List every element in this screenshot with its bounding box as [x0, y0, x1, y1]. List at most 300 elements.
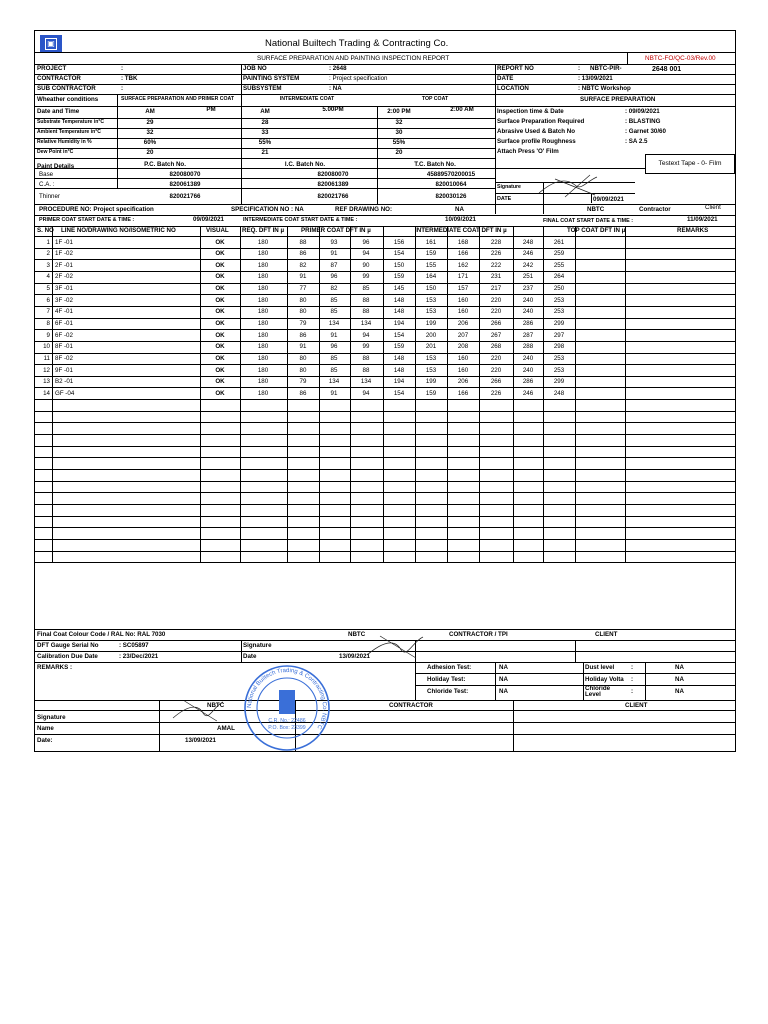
test-value: NA — [499, 676, 508, 683]
row-line-no: B2 -01 — [55, 378, 74, 386]
row-inter-dft: 156 — [393, 238, 405, 246]
row-top-dft: 259 — [553, 250, 565, 258]
grid-line — [35, 629, 735, 630]
row-inter-dft: 159 — [425, 250, 437, 258]
grid-line — [35, 399, 735, 400]
reportno-value: 2648 001 — [652, 66, 682, 73]
row-primer-dft: 87 — [330, 261, 338, 269]
row-inter-dft: 154 — [393, 389, 405, 397]
contractor-label: CONTRACTOR — [37, 75, 81, 82]
row-req-dft: 180 — [257, 343, 269, 351]
grid-line — [35, 710, 735, 711]
row-req-dft: 180 — [257, 320, 269, 328]
row-sno: 5 — [46, 285, 50, 293]
row-sno: 1 — [46, 238, 50, 246]
grid-line — [35, 434, 735, 435]
weather-label: Wheather conditions — [37, 96, 99, 103]
test-value: NA — [499, 664, 508, 671]
row-primer-dft: 88 — [362, 308, 370, 316]
bottom-client: CLIENT — [625, 702, 648, 709]
bottom-name-value: AMAL — [217, 725, 235, 732]
row-primer-dft: 85 — [330, 366, 338, 374]
stamp-cr: C.R. No.: 22486 — [268, 718, 306, 724]
row-req-dft: 180 — [257, 355, 269, 362]
jobno-value: : 2648 — [329, 65, 347, 72]
grid-line — [575, 226, 576, 562]
row-inter-dft: 207 — [457, 331, 469, 339]
grid-line — [645, 662, 646, 700]
project-value: : — [121, 65, 124, 72]
primer-start-label: PRIMER COAT START DATE & TIME : — [39, 217, 135, 223]
row-top-dft: 240 — [522, 296, 534, 304]
row-inter-dft: 161 — [425, 238, 437, 246]
row-visual: OK — [215, 343, 225, 351]
footer-client: CLIENT — [595, 631, 618, 638]
ref-drawing-no: REF DRAWING NO: — [335, 206, 393, 213]
painting-system-label: PAINTING SYSTEM — [243, 75, 300, 82]
grid-line — [35, 562, 735, 563]
row-inter-dft: 206 — [457, 378, 469, 386]
grid-line — [35, 722, 735, 723]
final-start-label: FINAL COAT START DATE & TIME : — [543, 218, 634, 224]
paint-ic-value: 820021766 — [317, 193, 349, 200]
grid-line — [415, 662, 416, 700]
grid-line — [35, 353, 735, 354]
final-start-value: 11/09/2021 — [687, 216, 718, 223]
row-top-dft: 287 — [522, 331, 534, 339]
bottom-contractor: CONTRACTOR — [389, 702, 433, 709]
grid-line — [495, 662, 496, 700]
row-primer-dft: 86 — [299, 331, 307, 339]
weather-top-value: 32 — [395, 119, 403, 126]
row-line-no: 2F -02 — [55, 273, 73, 281]
grid-line — [35, 364, 735, 365]
row-primer-dft: 88 — [362, 296, 370, 304]
row-line-no: 3F -02 — [55, 296, 73, 304]
col-req-header: REQ. DFT IN µ — [242, 227, 285, 234]
row-req-dft: 180 — [257, 366, 269, 374]
grid-line — [35, 700, 735, 701]
row-top-dft: 299 — [553, 320, 565, 328]
weather-top-value: 20 — [395, 149, 403, 156]
row-inter-dft: 160 — [457, 308, 469, 316]
row-top-dft: 240 — [522, 355, 534, 362]
reportno-prefix: NBTC-PIR- — [590, 65, 622, 72]
row-inter-dft: 155 — [425, 261, 437, 269]
test-value: NA — [499, 688, 508, 695]
row-primer-dft: 80 — [299, 366, 307, 374]
weather-primer-value: 29 — [146, 119, 154, 126]
row-inter-dft: 153 — [425, 308, 437, 316]
contractor-value: : TBK — [121, 75, 138, 82]
footer-signature-mark — [365, 633, 425, 661]
row-primer-dft: 134 — [360, 320, 372, 328]
col-sno-header: S. NO — [37, 227, 54, 234]
procedure-no: PROCEDURE NO: Project specification — [39, 206, 154, 213]
test2-value: NA — [675, 676, 684, 683]
stamp-ring-text: National Builtech Trading & Contracting Co. NBTC — [246, 667, 328, 731]
row-top-dft: 246 — [522, 389, 534, 397]
grid-line — [240, 226, 241, 562]
location-label: LOCATION — [497, 85, 529, 92]
row-visual: OK — [215, 250, 225, 258]
row-top-dft: 286 — [522, 378, 534, 386]
primer-start-value: 09/09/2021 — [193, 216, 224, 223]
prep-date-value: 09/09/2021 — [593, 196, 624, 203]
grid-line — [319, 226, 320, 562]
grid-line — [287, 226, 288, 562]
project-label: PROJECT — [37, 65, 67, 72]
row-top-dft: 298 — [553, 343, 565, 351]
paint-tc-value: 45889570200015 — [426, 171, 476, 178]
row-primer-dft: 94 — [362, 331, 370, 339]
grid-line — [447, 226, 448, 562]
row-top-dft: 264 — [553, 273, 565, 281]
row-visual: OK — [215, 331, 225, 339]
weather-inter-value: 33 — [261, 129, 269, 136]
row-inter-dft: 199 — [425, 378, 437, 386]
row-req-dft: 180 — [257, 250, 269, 258]
row-primer-dft: 79 — [299, 378, 307, 386]
row-primer-dft: 88 — [362, 355, 370, 362]
test-label: Holiday Test: — [427, 676, 466, 683]
weather-primer-value: 20 — [146, 149, 154, 156]
grid-line — [35, 504, 735, 505]
row-primer-dft: 91 — [299, 343, 307, 351]
row-inter-dft: 153 — [425, 355, 437, 362]
row-primer-dft: 77 — [299, 285, 307, 293]
row-req-dft: 180 — [257, 273, 269, 281]
inter-pm: 5.00PM — [322, 106, 344, 113]
weather-top-value: 55% — [392, 139, 406, 146]
row-line-no: 6F -02 — [55, 331, 73, 339]
prep-row-value: : Garnet 30/60 — [625, 128, 666, 135]
pc-batch-header: P.C. Batch No. — [144, 161, 186, 168]
weather-row-label: Relative Humidity in % — [37, 139, 92, 145]
prep-row-value: : 09/09/2021 — [625, 108, 660, 115]
company-stamp — [243, 664, 331, 752]
grid-line — [35, 662, 735, 663]
row-top-dft: 222 — [490, 261, 502, 269]
row-primer-dft: 94 — [362, 389, 370, 397]
col-top-header: TOP COAT DFT IN µ — [567, 227, 626, 234]
grid-line — [35, 248, 735, 249]
col-visual-header: VISUAL — [206, 227, 229, 234]
row-line-no: 8F -02 — [55, 355, 73, 362]
weather-inter-value: 55% — [258, 139, 272, 146]
row-line-no: 8F -01 — [55, 343, 73, 351]
row-line-no: 1F -02 — [55, 250, 73, 258]
row-inter-dft: 162 — [457, 261, 469, 269]
bottom-date-label: Date: — [37, 737, 53, 744]
logo-mark-icon: ▣ — [45, 38, 57, 50]
row-inter-dft: 159 — [393, 273, 405, 281]
company-logo — [40, 35, 62, 52]
row-top-dft: 250 — [553, 285, 565, 293]
row-sno: 11 — [43, 355, 50, 362]
grid-line — [35, 341, 735, 342]
weather-row-label: Substrate Temperature in°C — [37, 119, 105, 125]
prep-date-label: DATE — [497, 196, 512, 202]
row-req-dft: 180 — [257, 296, 269, 304]
row-top-dft: 288 — [522, 343, 534, 351]
row-inter-dft: 160 — [457, 366, 469, 374]
row-inter-dft: 159 — [393, 343, 405, 351]
surface-prep-title: SURFACE PREPARATION — [580, 96, 656, 103]
row-top-dft: 217 — [490, 285, 502, 293]
row-top-dft: 220 — [490, 308, 502, 316]
row-top-dft: 268 — [490, 343, 502, 351]
row-line-no: 9F -01 — [55, 366, 73, 374]
row-top-dft: 240 — [522, 366, 534, 374]
grid-line — [200, 226, 201, 562]
row-top-dft: 237 — [522, 285, 534, 293]
row-inter-dft: 160 — [457, 296, 469, 304]
row-inter-dft: 154 — [393, 250, 405, 258]
footer-date-label: Date — [243, 653, 257, 660]
footer-date-value: 13/09/2021 — [339, 653, 370, 660]
row-inter-dft: 166 — [457, 250, 469, 258]
row-inter-dft: 148 — [393, 296, 405, 304]
row-inter-dft: 150 — [425, 285, 437, 293]
bottom-signature-mark — [171, 698, 225, 724]
row-primer-dft: 96 — [330, 273, 338, 281]
specification-no: SPECIFICATION NO : NA — [231, 206, 304, 213]
paint-ic-value: 820080070 — [317, 171, 349, 178]
prep-row-label: Inspection time & Date — [497, 108, 564, 115]
company-title: National Builtech Trading & Contracting Co. — [265, 38, 449, 49]
final-colour-code: Final Coat Colour Code / RAL No: RAL 7030 — [37, 631, 166, 638]
grid-line — [415, 226, 416, 562]
row-primer-dft: 80 — [299, 308, 307, 316]
row-visual: OK — [215, 389, 225, 397]
paint-pc-value: 820021766 — [169, 193, 201, 200]
row-primer-dft: 80 — [299, 296, 307, 304]
row-primer-dft: 94 — [362, 250, 370, 258]
row-line-no: 3F -01 — [55, 285, 73, 293]
weather-surface-primer: SURFACE PREPARATION AND PRIMER COAT — [121, 96, 235, 102]
grid-line — [35, 236, 735, 237]
row-sno: 13 — [43, 378, 50, 386]
subcontractor-label: SUB CONTRACTOR — [37, 85, 96, 92]
weather-row-label: Ambient Temperature in°C — [37, 129, 101, 135]
row-top-dft: 267 — [490, 331, 502, 339]
row-top-dft: 261 — [553, 238, 565, 246]
grid-line — [583, 662, 584, 700]
row-top-dft: 226 — [490, 389, 502, 397]
row-primer-dft: 79 — [299, 320, 307, 328]
row-inter-dft: 199 — [425, 320, 437, 328]
paint-details-label: Paint Details — [37, 163, 75, 170]
subsystem-value: : NA — [329, 85, 342, 92]
row-visual: OK — [215, 378, 225, 386]
prep-row-label: Surface profile Roughness — [497, 138, 576, 145]
test2-label: Holiday Volta — [585, 676, 624, 683]
row-top-dft: 253 — [553, 355, 565, 362]
row-inter-dft: 166 — [457, 389, 469, 397]
col-inter-header: INTERMEDIATE COAT DFT IN µ — [415, 227, 507, 234]
grid-line — [35, 376, 735, 377]
grid-line — [35, 259, 735, 260]
paint-row-name: Thinner — [39, 193, 60, 200]
footer-nbtc: NBTC — [348, 631, 366, 638]
row-inter-dft: 194 — [393, 378, 405, 386]
dft-gauge-value: : SC05897 — [119, 642, 149, 649]
row-req-dft: 180 — [257, 261, 269, 269]
row-top-dft: 253 — [553, 308, 565, 316]
prep-row-label: Surface Preparation Required — [497, 118, 585, 125]
row-sno: 4 — [46, 273, 50, 281]
row-inter-dft: 194 — [393, 320, 405, 328]
paint-row-name: C.A. : — [39, 181, 55, 188]
reportno-colon: : — [578, 65, 581, 72]
painting-system-value: : Project specification — [329, 75, 388, 82]
ref-drawing-value: NA — [455, 206, 464, 213]
row-primer-dft: 99 — [362, 343, 370, 351]
row-inter-dft: 148 — [393, 308, 405, 316]
paint-pc-value: 820080070 — [169, 171, 201, 178]
grid-line — [35, 446, 735, 447]
row-visual: OK — [215, 238, 225, 246]
paint-tc-value: 820010064 — [435, 181, 467, 188]
prep-row-value: : BLASTING — [625, 118, 661, 125]
prep-signature-mark — [535, 171, 605, 201]
datetime-label: Date and Time — [37, 108, 80, 115]
row-primer-dft: 80 — [299, 355, 307, 362]
row-inter-dft: 159 — [425, 389, 437, 397]
prep-signature-label: Signature — [497, 184, 521, 190]
row-primer-dft: 91 — [330, 331, 338, 339]
grid-line — [35, 551, 735, 552]
row-top-dft: 220 — [490, 355, 502, 362]
row-visual: OK — [215, 296, 225, 304]
weather-intermediate: INTERMEDIATE COAT — [279, 96, 335, 102]
calibration-value: : 23/Dec/2021 — [119, 653, 159, 660]
row-primer-dft: 85 — [330, 308, 338, 316]
row-req-dft: 180 — [257, 308, 269, 316]
row-visual: OK — [215, 320, 225, 328]
row-sno: 8 — [46, 320, 50, 328]
row-primer-dft: 96 — [330, 343, 338, 351]
ic-batch-header: I.C. Batch No. — [284, 161, 326, 168]
grid-line — [35, 481, 735, 482]
row-inter-dft: 157 — [457, 285, 469, 293]
row-primer-dft: 85 — [330, 296, 338, 304]
prep-row-label: Attach Press 'O' Film — [497, 148, 559, 155]
dft-gauge-label: DFT Gauge Serial No — [37, 642, 99, 649]
grid-line — [35, 469, 735, 470]
grid-line — [415, 685, 735, 686]
row-visual: OK — [215, 308, 225, 316]
row-primer-dft: 91 — [330, 389, 338, 397]
primer-pm: PM — [206, 106, 216, 113]
grid-line — [35, 457, 735, 458]
grid-line — [35, 734, 735, 735]
row-primer-dft: 91 — [299, 273, 307, 281]
row-top-dft: 248 — [522, 238, 534, 246]
subsystem-label: SUBSYSTEM — [243, 85, 282, 92]
row-primer-dft: 86 — [299, 250, 307, 258]
row-top-dft: 220 — [490, 296, 502, 304]
grid-line — [479, 226, 480, 562]
row-visual: OK — [215, 355, 225, 362]
procedure-client: Client — [705, 204, 721, 211]
row-top-dft: 226 — [490, 250, 502, 258]
tc-batch-header: T.C. Batch No. — [414, 161, 456, 168]
row-inter-dft: 208 — [457, 343, 469, 351]
row-top-dft: 240 — [522, 308, 534, 316]
footer-contractor-tpi: CONTRACTOR / TPI — [449, 631, 508, 638]
date-value: : 13/09/2021 — [578, 75, 613, 82]
row-req-dft: 180 — [257, 331, 269, 339]
row-sno: 2 — [46, 250, 50, 258]
row-sno: 10 — [43, 343, 50, 351]
row-top-dft: 266 — [490, 378, 502, 386]
row-top-dft: 242 — [522, 261, 534, 269]
row-top-dft: 220 — [490, 366, 502, 374]
grid-line — [513, 226, 514, 562]
col-line-header: LINE NO/DRAWING NO/ISOMETRIC NO — [61, 227, 176, 234]
row-sno: 14 — [43, 389, 50, 397]
row-req-dft: 180 — [257, 389, 269, 397]
row-primer-dft: 86 — [299, 389, 307, 397]
prep-row-label: Abrasive Used & Batch No — [497, 128, 576, 135]
row-inter-dft: 171 — [457, 273, 469, 281]
row-inter-dft: 168 — [457, 238, 469, 246]
row-primer-dft: 88 — [299, 238, 307, 246]
row-line-no: 6F -01 — [55, 320, 73, 328]
row-sno: 7 — [46, 308, 50, 316]
row-inter-dft: 148 — [393, 366, 405, 374]
test2-colon: : — [631, 688, 634, 695]
row-primer-dft: 88 — [362, 366, 370, 374]
remarks-label: REMARKS : — [37, 664, 73, 671]
grid-line — [35, 539, 735, 540]
paint-tc-value: 820030126 — [435, 193, 467, 200]
row-primer-dft: 82 — [299, 261, 307, 269]
row-primer-dft: 85 — [362, 285, 370, 293]
row-visual: OK — [215, 366, 225, 374]
test2-colon: : — [631, 676, 634, 683]
grid-line — [625, 226, 626, 562]
row-primer-dft: 134 — [360, 378, 372, 386]
calibration-label: Calibration Due Date — [37, 653, 98, 660]
weather-top: TOP COAT — [421, 96, 449, 102]
grid-line — [543, 226, 544, 562]
grid-line — [159, 700, 160, 751]
row-primer-dft: 96 — [362, 238, 370, 246]
row-top-dft: 253 — [553, 296, 565, 304]
primer-am: AM — [145, 108, 155, 115]
row-inter-dft: 200 — [425, 331, 437, 339]
inspection-report-sheet — [34, 30, 736, 752]
grid-line — [35, 271, 735, 272]
grid-line — [35, 294, 735, 295]
testex-tape-box: Testext Tape - 0- Film — [645, 154, 735, 174]
grid-line — [513, 700, 514, 751]
row-top-dft: 253 — [553, 366, 565, 374]
weather-inter-value: 21 — [261, 149, 269, 156]
row-inter-dft: 150 — [393, 261, 405, 269]
reportno-label: REPORT NO — [497, 65, 534, 72]
row-inter-dft: 160 — [457, 355, 469, 362]
row-primer-dft: 134 — [328, 320, 340, 328]
row-primer-dft: 91 — [330, 250, 338, 258]
inter-am: AM — [260, 108, 270, 115]
row-primer-dft: 90 — [362, 261, 370, 269]
weather-primer-value: 60% — [143, 139, 157, 146]
row-sno: 3 — [46, 261, 50, 269]
